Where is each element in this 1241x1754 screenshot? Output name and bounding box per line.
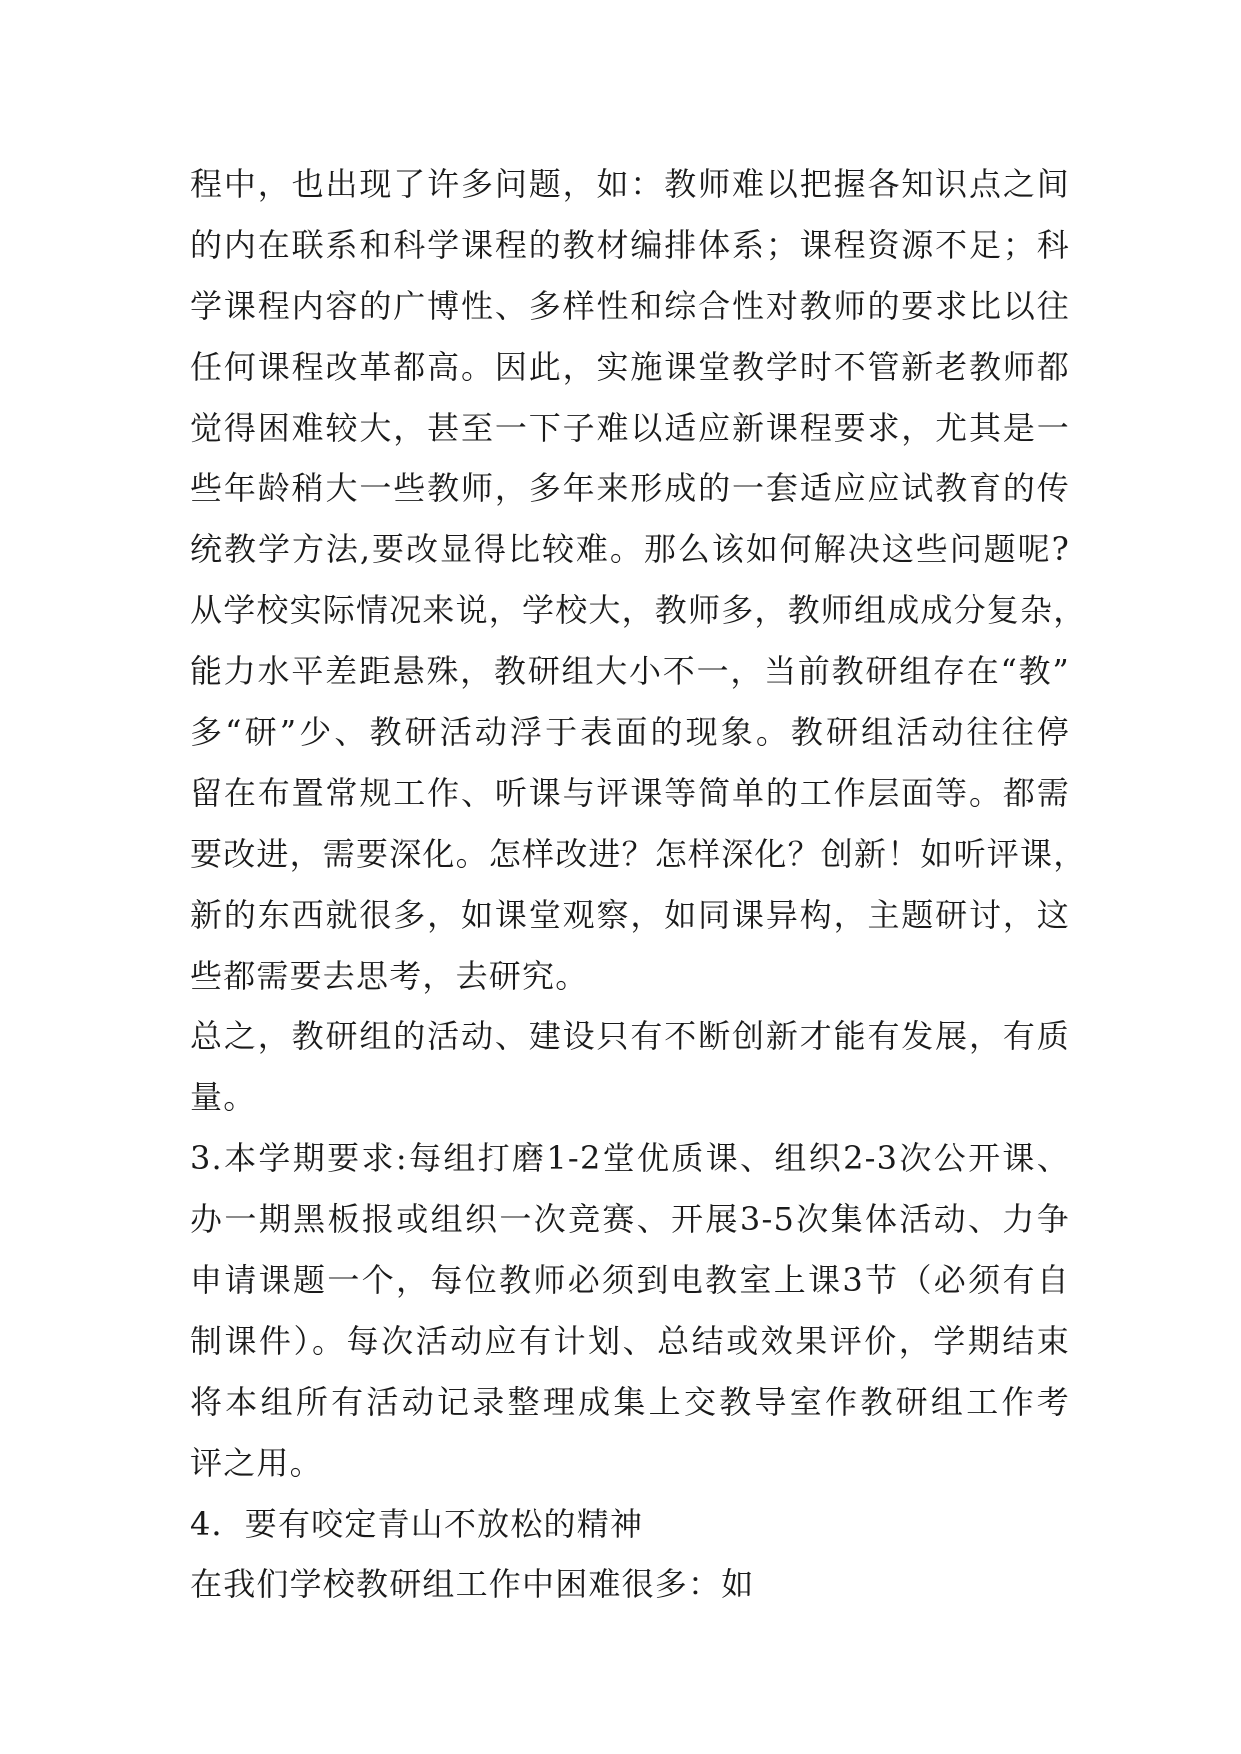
text-line: 多“研”少、教研活动浮于表面的现象。教研组活动往往停 bbox=[190, 713, 1070, 752]
text-line: 3.本学期要求:每组打磨1-2堂优质课、组织2-3次公开课、 bbox=[190, 1139, 1070, 1178]
text-line: 程中，也出现了许多问题，如：教师难以把握各知识点之间 bbox=[190, 165, 1070, 203]
text-line: 制课件）。每次活动应有计划、总结或效果评价，学期结束 bbox=[190, 1321, 1070, 1360]
text-line: 的内在联系和科学课程的教材编排体系；课程资源不足；科 bbox=[190, 225, 1070, 264]
text-line: 将本组所有活动记录整理成集上交教导室作教研组工作考 bbox=[190, 1382, 1070, 1421]
text-line: 统教学方法,要改显得比较难。那么该如何解决这些问题呢? bbox=[190, 530, 1070, 569]
text-line: 申请课题一个，每位教师必须到电教室上课3节（必须有自 bbox=[190, 1261, 1070, 1300]
text-line: 评之用。 bbox=[190, 1443, 323, 1482]
text-line: 任何课程改革都高。因此，实施课堂教学时不管新老教师都 bbox=[190, 347, 1070, 386]
text-line: 学课程内容的广博性、多样性和综合性对教师的要求比以往 bbox=[190, 286, 1070, 325]
text-line: 些年龄稍大一些教师，多年来形成的一套适应应试教育的传 bbox=[190, 469, 1070, 508]
document-body bbox=[190, 154, 1087, 1615]
text-line: 留在布置常规工作、听课与评课等简单的工作层面等。都需 bbox=[190, 773, 1070, 812]
text-line: 在我们学校教研组工作中困难很多：如 bbox=[190, 1565, 755, 1604]
text-line: 些都需要去思考，去研究。 bbox=[190, 956, 589, 995]
text-line: 4．要有咬定青山不放松的精神 bbox=[190, 1504, 644, 1543]
text-line: 新的东西就很多，如课堂观察，如同课异构，主题研讨，这 bbox=[190, 895, 1070, 934]
text-line: 办一期黑板报或组织一次竞赛、开展3-5次集体活动、力争 bbox=[190, 1200, 1070, 1239]
text-line: 能力水平差距悬殊，教研组大小不一，当前教研组存在“教” bbox=[190, 652, 1070, 691]
text-line: 要改进，需要深化。怎样改进？怎样深化？创新！如听评课， bbox=[190, 834, 1087, 873]
text-line: 总之，教研组的活动、建设只有不断创新才能有发展，有质 bbox=[190, 1017, 1070, 1056]
text-line: 从学校实际情况来说，学校大，教师多，教师组成成分复杂， bbox=[190, 591, 1087, 630]
text-line: 量。 bbox=[190, 1078, 257, 1117]
text-line: 觉得困难较大，甚至一下子难以适应新课程要求，尤其是一 bbox=[190, 408, 1070, 447]
